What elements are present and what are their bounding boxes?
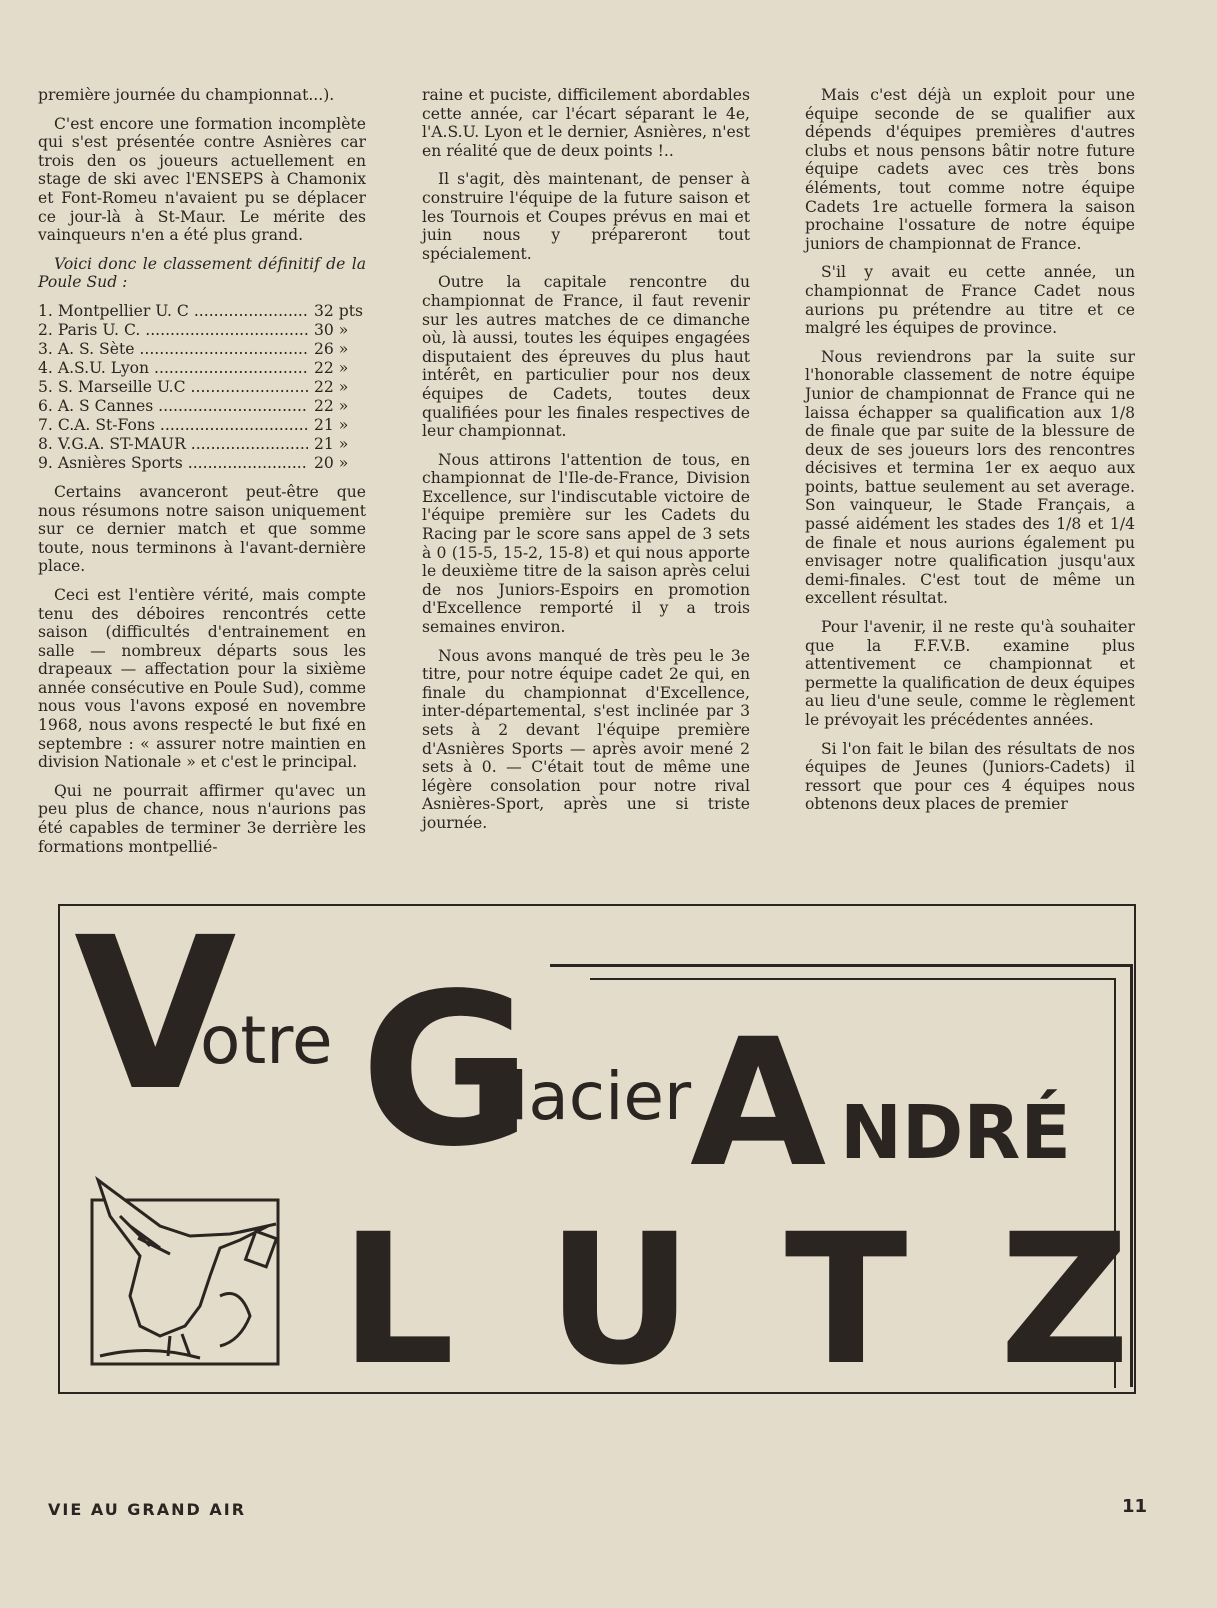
ranking-row: 7. C.A. St-Fons ..... 21 »: [38, 416, 366, 435]
paragraph: Nous attirons l'attention de tous, en championnat de l'Ile-de-France, Division Excellence, sur l'indiscutable victoire de l'équipe première sur les Cadets du Racing par le score sans appel de 3 sets à 0 (15-5, 15-2, 15-8) et qui nous apporte le deuxième titre de la saison après celui de nos Juniors-Espoirs en promotion d'Excellence remporté il y a trois semaines environ.: [422, 450, 750, 637]
paragraph: Mais c'est déjà un exploit pour une équipe seconde de se qualifier aux dépends d'équipes premières d'autres clubs et nous pensons bâtir notre future équipe cadets avec ces très bons éléments, tout comme notre équipe Cadets 1re actuelle formera la saison prochaine l'ossature de notre équipe juniors de championnat de France.: [805, 86, 1135, 253]
ad-letter-t: T: [784, 1196, 908, 1405]
paragraph: Qui ne pourrait affirmer qu'avec un peu plus de chance, nous n'aurions pas été capables de terminer 3e derrière les formations montpellié-: [38, 781, 366, 856]
stork-logo-icon: [90, 1176, 280, 1366]
ad-word-lacier: lacier: [510, 1058, 692, 1135]
paragraph: Certains avanceront peut-être que nous résumons notre saison uniquement sur ce dernier match et que somme toute, nous terminons à l'avant-dernière place.: [38, 482, 366, 576]
paragraph: Nous reviendrons par la suite sur l'honorable classement de notre équipe Junior de championnat de France qui ne laissa échapper sa qualification aux 1/8 de finale que par suite de la blessure de deux de ses joueurs lors des rencontres décisives et termina 1er ex aequo aux points, battue seulement au set average. Son vainqueur, le Stade Français, a passé aidément les stades des 1/8 et 1/4 de finale et nous aurions également pu envisager notre qualification jusqu'aux demi-finales. C'est tout de même un excellent résultat.: [805, 347, 1135, 608]
ad-lutz-wordmark: [340, 1196, 1130, 1405]
ranking-row: 8. V.G.A. ST-MAUR ..... 21 »: [38, 435, 366, 454]
ad-letter-l: L: [340, 1196, 455, 1405]
paragraph: Si l'on fait le bilan des résultats de nos équipes de Jeunes (Juniors-Cadets) il ressort que pour ces 4 équipes nous obtenons deux places de premier: [805, 739, 1135, 814]
ranking-intro: Voici donc le classement définitif de la Poule Sud :: [38, 254, 366, 292]
ad-letter-v: V: [74, 892, 237, 1137]
page-number: 11: [1122, 1496, 1148, 1517]
article-column-3: [805, 86, 1135, 824]
paragraph: première journée du championnat...).: [38, 86, 335, 104]
ranking-row: 1. Montpellier U. C ..... 32 pts: [38, 302, 366, 321]
paragraph: Nous avons manqué de très peu le 3e titre, pour notre équipe cadet 2e qui, en finale du championnat d'Excellence, inter-départemental, s'est inclinée par 3 sets à 2 devant l'équipe première d'Asnières Sports — après avoir mené 2 sets à 0. — C'était tout de même une légère consolation pour notre rival Asnières-Sport, après une si triste journée.: [422, 646, 750, 832]
ad-word-ndre: NDRÉ: [840, 1090, 1071, 1176]
ranking-table: [38, 302, 366, 473]
advertisement-glacier-lutz: [58, 892, 1136, 1405]
paragraph: Pour l'avenir, il ne reste qu'à souhaiter que la F.F.V.B. examine plus attentivement ce championnat et permette la qualification de deux équipes au lieu d'une seule, comme le règlement le prévoyait les précédentes années.: [805, 618, 1135, 729]
ranking-row: 4. A.S.U. Lyon ..... 22 »: [38, 359, 366, 378]
ranking-row: 3. A. S. Sète ..... 26 »: [38, 340, 366, 359]
ad-letter-z: Z: [999, 1196, 1130, 1405]
ranking-row: 9. Asnières Sports ..... 20 »: [38, 454, 366, 473]
ad-word-otre: otre: [200, 1002, 333, 1079]
ad-letter-u: U: [546, 1196, 693, 1405]
paragraph: S'il y avait eu cette année, un championnat de France Cadet nous aurions pu prétendre au titre et ce malgré les équipes de province.: [805, 263, 1135, 338]
magazine-name: VIE AU GRAND AIR: [48, 1500, 247, 1519]
article-column-1: [38, 86, 366, 866]
ranking-row: 2. Paris U. C. ..... 30 »: [38, 321, 366, 340]
paragraph: raine et puciste, difficilement abordables cette année, car l'écart séparant le 4e, l'A.S.U. Lyon et le dernier, Asnières, n'est en réalité que de deux points !..: [422, 86, 750, 160]
paragraph: Outre la capitale rencontre du championnat de France, il faut revenir sur les autres matches de ce dimanche où, là aussi, toutes les équipes engagées disputaient des épreuves du plus haut intérêt, en particulier pour nos deux équipes de Cadets, toutes deux qualifiées pour les finales respectives de leur championnat.: [422, 273, 750, 441]
ad-letter-g: G: [360, 948, 533, 1193]
ranking-row: 6. A. S Cannes ..... 22 »: [38, 397, 366, 416]
article-column-2: [422, 86, 750, 843]
ad-letter-a: A: [690, 1001, 827, 1206]
paragraph: C'est encore une formation incomplète qui s'est présentée contre Asnières car trois den os joueurs actuellement en stage de ski avec l'ENSEPS à Chamonix et Font-Romeu n'avaient pu se déplacer ce jour-là à St-Maur. Le mérite des vainqueurs n'en a été plus grand.: [38, 114, 366, 245]
paragraph: Il s'agit, dès maintenant, de penser à construire l'équipe de la future saison et les Tournois et Coupes prévus en mai et juin nous y prépareront tout spécialement.: [422, 170, 750, 263]
ranking-row: 5. S. Marseille U.C ..... 22 »: [38, 378, 366, 397]
paragraph: Ceci est l'entière vérité, mais compte tenu des déboires rencontrés cette saison (difficultés d'entrainement en salle — nombreux départs sous les drapeaux — affectation pour la sixième année consécutive en Poule Sud), comme nous vous l'avons exposé en novembre 1968, nous avons respecté le but fixé en septembre : « assurer notre maintien en division Nationale » et c'est le principal.: [38, 585, 366, 772]
